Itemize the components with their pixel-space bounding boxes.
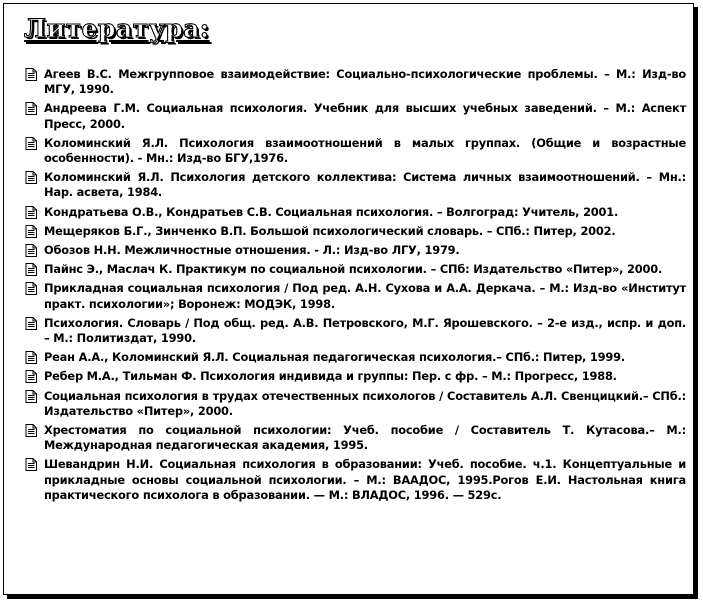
document-icon <box>25 317 37 330</box>
document-icon <box>25 137 37 150</box>
reference-item <box>24 243 686 258</box>
document-icon <box>25 244 37 257</box>
document-icon <box>25 370 37 383</box>
document-icon <box>25 102 37 115</box>
reference-item <box>24 170 686 200</box>
reference-text: Коломинский Я.Л. Психология взаимоотношений в малых группах. (Общие и возрастные особенности). - Мн.: Изд-во БГУ,1976. <box>44 135 686 166</box>
reference-item <box>24 369 686 384</box>
reference-text: Психология. Словарь / Под общ. ред. А.В. Петровского, М.Г. Ярошевского. – 2-е изд., испр. и доп. – М.: Политиздат, 1990. <box>44 315 686 346</box>
reference-list <box>24 67 686 507</box>
page-title: Литература: <box>24 14 210 43</box>
document-icon <box>25 458 37 471</box>
document-frame <box>3 3 694 595</box>
reference-item <box>24 262 686 277</box>
reference-text: Ребер М.А., Тильман Ф. Психология индивида и группы: Пер. с фр. – М.: Прогресс, 1988. <box>44 369 617 384</box>
document-icon <box>25 171 37 184</box>
reference-item <box>24 281 686 311</box>
reference-text: Обозов Н.Н. Межличностные отношения. - Л.: Изд-во ЛГУ, 1979. <box>44 243 460 258</box>
reference-text: Прикладная социальная психология / Под ред. А.Н. Сухова и А.А. Деркача. – М.: Изд-во «Институт практ. психологии»; Воронеж: МОДЭК, 1998. <box>44 281 686 311</box>
reference-item <box>24 136 686 166</box>
reference-item <box>24 423 686 453</box>
reference-text: Мещеряков Б.Г., Зинченко В.П. Большой психологический словарь. – СПб.: Питер, 2002. <box>44 223 616 238</box>
document-icon <box>25 225 37 238</box>
reference-text: Реан А.А., Коломинский Я.Л. Социальная педагогическая психология.– СПб.: Питер, 1999. <box>44 350 625 365</box>
reference-item <box>24 316 686 346</box>
reference-item <box>24 67 686 97</box>
reference-item <box>24 350 686 365</box>
reference-text: Кондратьева О.В., Кондратьев С.В. Социальная психология. – Волгоград: Учитель, 2001. <box>44 204 619 219</box>
document-icon <box>25 68 37 81</box>
reference-item <box>24 101 686 131</box>
reference-text: Андреева Г.М. Социальная психология. Учебник для высших учебных заведений. – М.: Аспект Пресс, 2000. <box>44 101 686 131</box>
document-icon <box>25 351 37 364</box>
reference-text: Социальная психология в трудах отечественных психологов / Составитель А.Л. Свенцицкий.– СПб.: Издательство «Питер», 2000. <box>44 388 686 418</box>
reference-item <box>24 389 686 419</box>
reference-item <box>24 457 686 503</box>
reference-text: Хрестоматия по социальной психологии: Учеб. пособие / Составитель Т. Кутасова.– М.: Международная педагогическая академия, 1995. <box>44 423 686 453</box>
reference-text: Пайнс Э., Маслач К. Практикум по социальной психологии. – СПб: Издательство «Питер», 2000. <box>44 262 663 277</box>
reference-item <box>24 224 686 239</box>
document-icon <box>25 282 37 295</box>
reference-item <box>24 205 686 220</box>
document-icon <box>25 390 37 403</box>
reference-text: Шевандрин Н.И. Социальная психология в образовании: Учеб. пособие. ч.1. Концептуальные и прикладные основы социальной психологии. – М.: ВААДОС, 1995.Рогов Е.И. Настольная книга практического психолога в образовании. — М.: ВЛАДОС, 1996. — 529с. <box>44 457 686 502</box>
document-icon <box>25 206 37 219</box>
document-icon <box>25 424 37 437</box>
reference-text: Коломинский Я.Л. Психология детского коллектива: Система личных взаимоотношений. – Мн.: Нар. асвета, 1984. <box>44 170 686 200</box>
reference-text: Агеев В.С. Межгрупповое взаимодействие: Социально-психологические проблемы. – М.: Изд-во МГУ, 1990. <box>44 67 686 97</box>
document-icon <box>25 263 37 276</box>
